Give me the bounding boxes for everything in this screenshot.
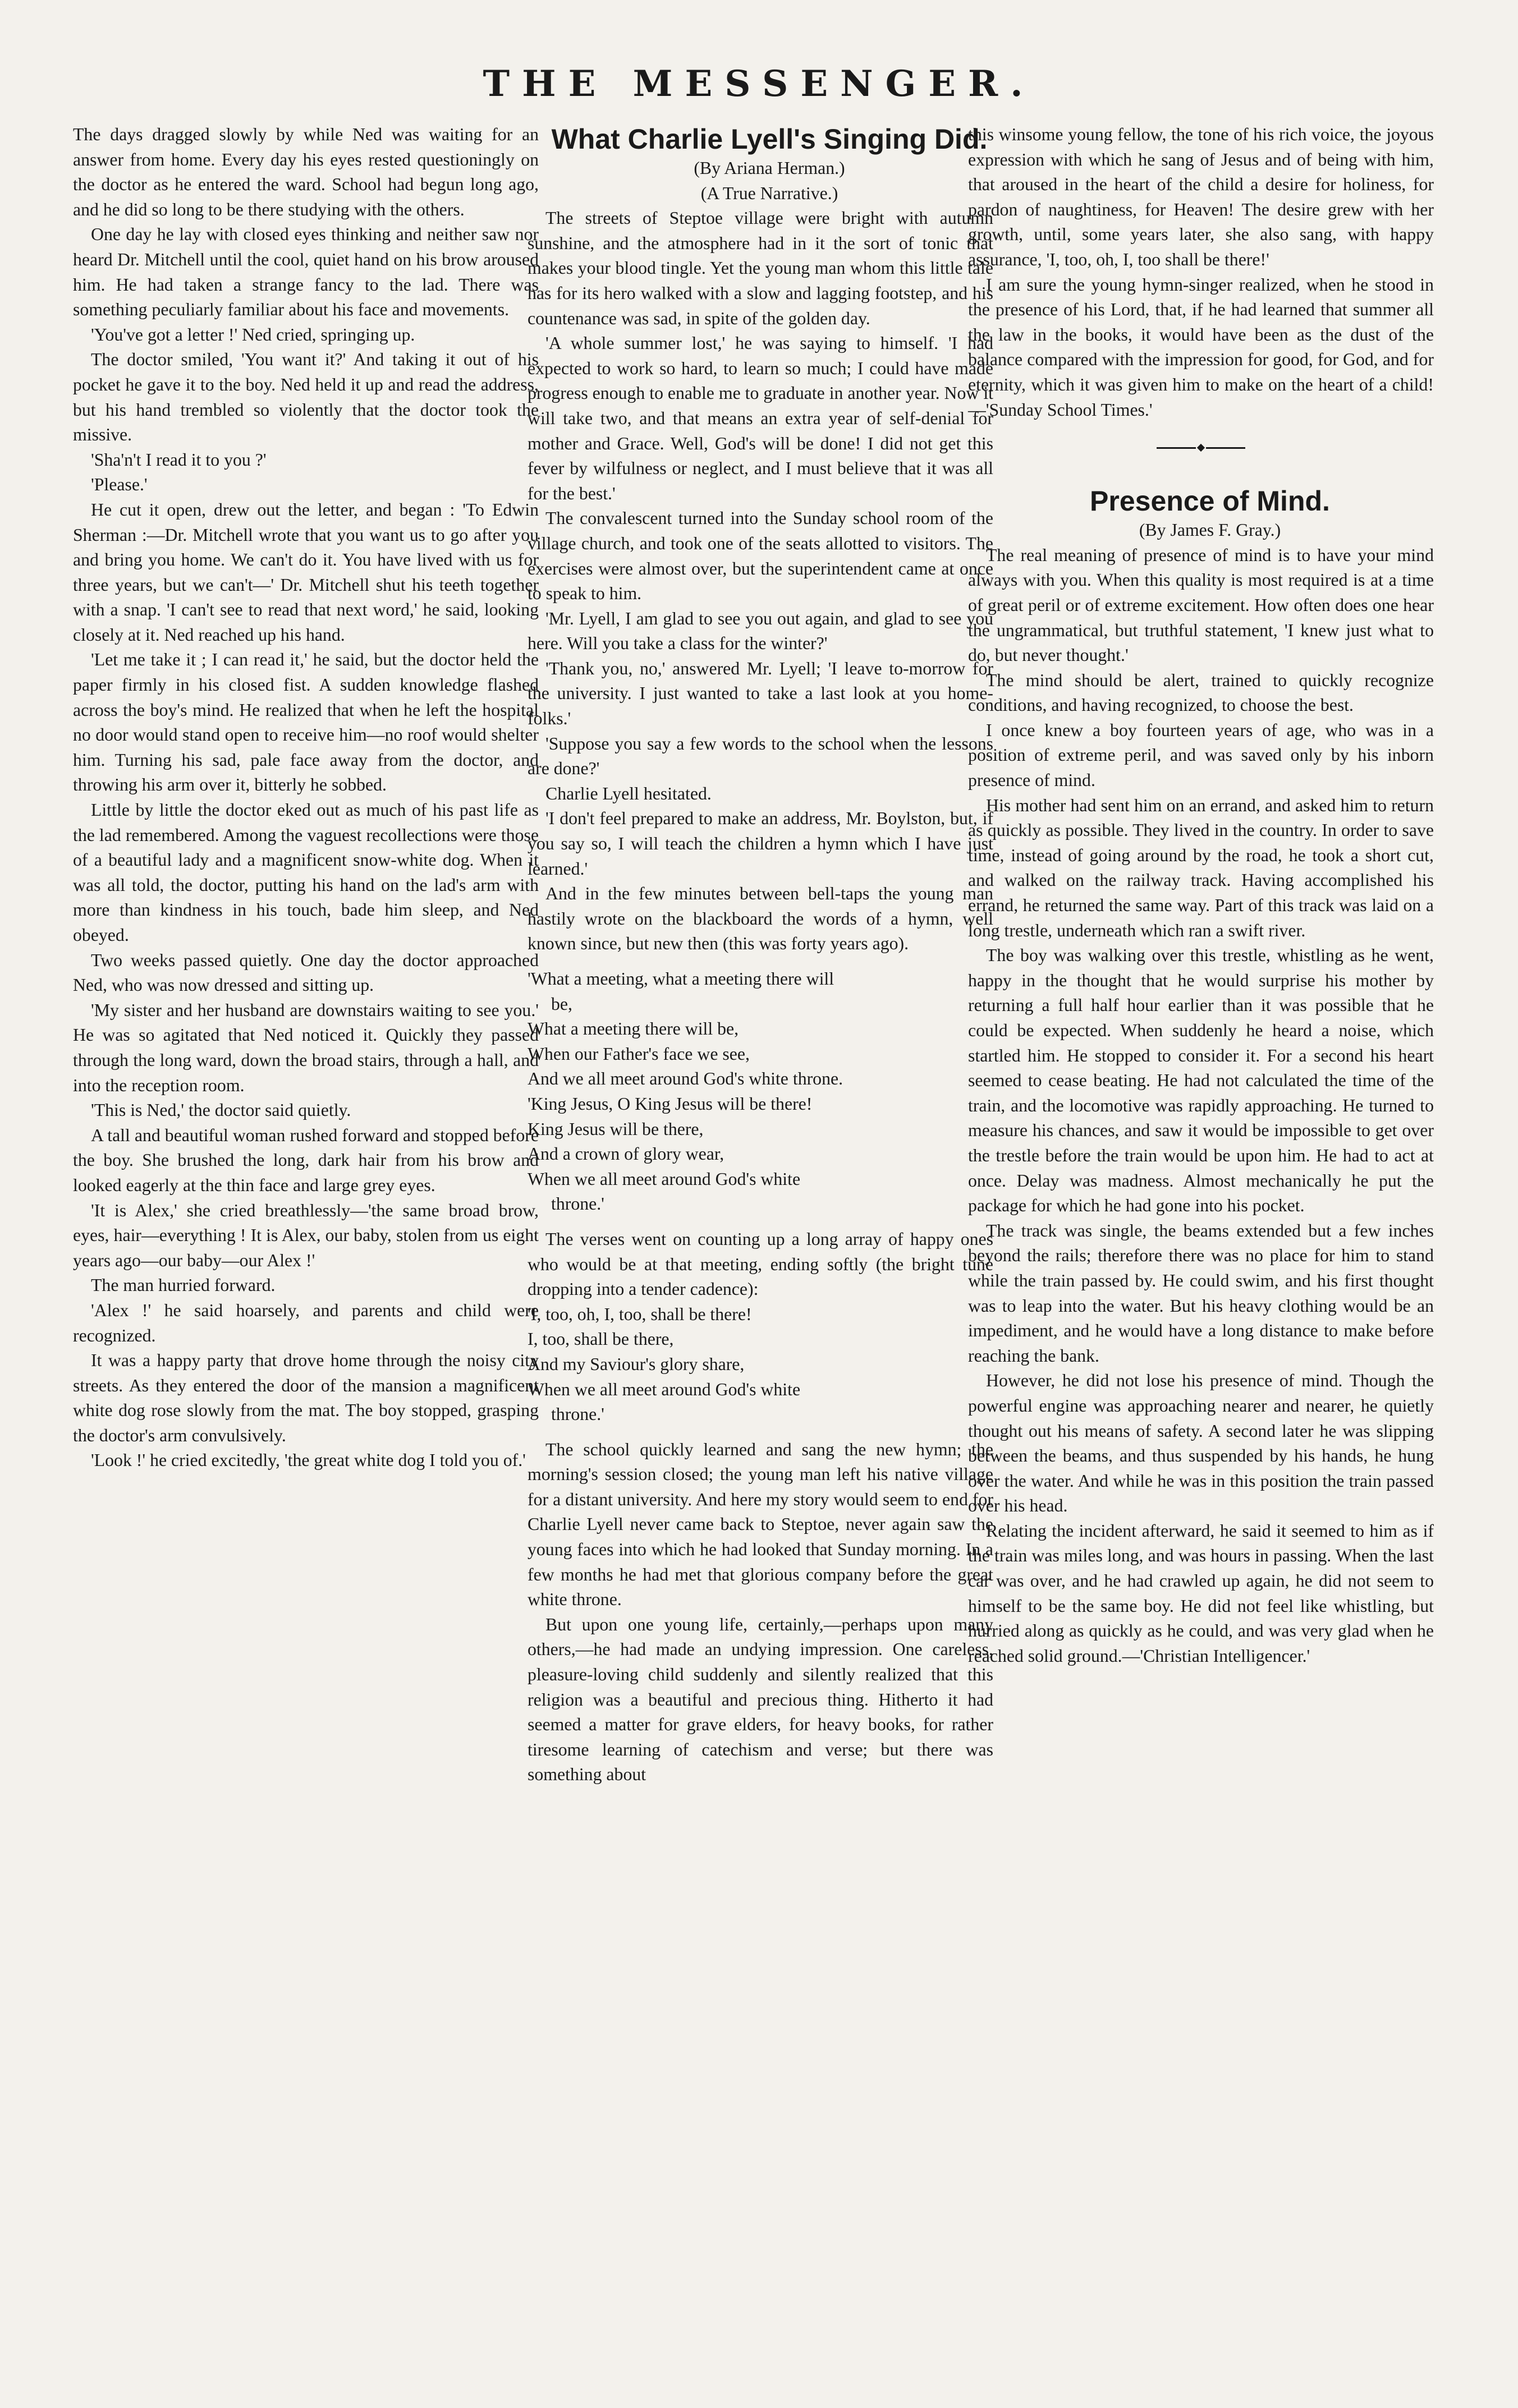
paragraph: Relating the incident afterward, he said it seemed to him as if the train was miles long, and was hours in passing. When the last car was over, and he had crawled up again, he did not seem to himself to be the same boy. He did not feel like whistling, but hurried along as quickly as he could, and was very glad when he reached solid ground.—'Christian Intelligencer.' (968, 1520, 1434, 1666)
column-1 (73, 122, 539, 1473)
verse-line: I, too, shall be there, (528, 1329, 674, 1349)
verse-line: 'What a meeting, what a meeting there will (528, 969, 834, 989)
article-byline: (By Ariana Herman.) (694, 158, 845, 178)
paragraph: The man hurried forward. (91, 1275, 276, 1295)
article-subtitle: (A True Narrative.) (700, 183, 838, 203)
paragraph: The verses went on counting up a long array of happy ones who would be at that meeting, ending softly (the bright tune dropping into a tender cadence): (528, 1229, 993, 1299)
verse-line: And a crown of glory wear, (528, 1144, 724, 1164)
paragraph: 'You've got a letter !' Ned cried, springing up. (91, 324, 415, 344)
paragraph: The mind should be alert, trained to quickly recognize conditions, and having recognized, to choose the best. (968, 670, 1434, 715)
verse-line: throne.' (551, 1194, 604, 1214)
paragraph: Little by little the doctor eked out as much of his past life as the lad remembered. Among the vaguest recollections were those of a beautiful lady and a magnificent snow-white dog. When it was all told, the doctor, putting his hand on the lad's arm with more than kindness in his touch, bade him sleep, and Ned obeyed. (73, 800, 539, 945)
paragraph: The streets of Steptoe village were bright with autumn sunshine, and the atmosphere had in it the sort of tonic that makes your blood tingle. Yet the young man whom this little tale has for its hero walked with a slow and lagging footstep, and his countenance was sad, in spite of the golden day. (528, 208, 993, 328)
paragraph: Two weeks passed quietly. One day the doctor approached Ned, who was now dressed and sitting up. (73, 950, 539, 995)
paragraph: I once knew a boy fourteen years of age, who was in a position of extreme peril, and was saved only by his inborn presence of mind. (968, 720, 1434, 791)
paragraph: 'Alex !' he said hoarsely, and parents and child were recognized. (73, 1300, 539, 1345)
verse-line: throne.' (551, 1404, 604, 1424)
paragraph: 'Please.' (91, 475, 148, 495)
paragraph: 'Sha'n't I read it to you ?' (91, 449, 267, 470)
verse-line: What a meeting there will be, (528, 1019, 739, 1039)
paragraph: The track was single, the beams extended but a few inches beyond the rails; therefore there was no place for him to stand while the train passed by. He could swim, and his first thought was to leap into the water. But his heavy clothing would be an impediment, and he would have a long distance to make before reaching the bank. (968, 1220, 1434, 1366)
paragraph: 'Thank you, no,' answered Mr. Lyell; 'I leave to-morrow for the university. I just wanted to take a last look at you home-folks.' (528, 658, 993, 729)
paragraph: But upon one young life, certainly,—perhaps upon many others,—he had made an undying impression. One careless, pleasure-loving child suddenly and silently realized that this religion was a beautiful and precious thing. Hitherto it had seemed a matter for grave elders, for heavy books, for rather tiresome learning of catechism and verse; but there was something about (528, 1614, 993, 1785)
paragraph: The doctor smiled, 'You want it?' And taking it out of his pocket he gave it to the boy. Ned held it up and read the address, but his hand trembled so violently that the doctor took the missive. (73, 350, 539, 445)
verse-line: And we all meet around God's white throne. (528, 1069, 843, 1089)
verse-line: When we all meet around God's white (528, 1379, 801, 1399)
paragraph: 'My sister and her husband are downstairs waiting to see you.' He was so agitated that Ned noticed it. Quickly they passed through the long ward, down the broad stairs, through a hall, and into the reception room. (73, 1000, 539, 1095)
paragraph: A tall and beautiful woman rushed forward and stopped before the boy. She brushed the long, dark hair from his brow and looked eagerly at the thin face and large grey eyes. (73, 1125, 539, 1195)
paragraph: The convalescent turned into the Sunday school room of the village church, and took one of the seats allotted to visitors. The exercises were almost over, but the superintendent came at once to speak to him. (528, 508, 993, 604)
paragraph: 'Mr. Lyell, I am glad to see you out again, and glad to see you here. Will you take a class for the winter?' (528, 608, 993, 654)
paragraph: However, he did not lose his presence of mind. Though the powerful engine was approaching nearer and nearer, he quietly thought out his means of safety. A second later he was slipping between the beams, and thus suspended by his hands, he hung over the water. And while he was in this position the train passed over his head. (968, 1371, 1434, 1516)
paragraph: 'It is Alex,' she cried breathlessly—'the same broad brow, eyes, hair—everything ! It is Alex, our baby, stolen from us eight years ago—our baby—our Alex !' (73, 1200, 539, 1270)
verse-line: King Jesus will be there, (528, 1119, 704, 1139)
article-headline: What Charlie Lyell's Singing Did. (551, 123, 988, 155)
paragraph: And in the few minutes between bell-taps the young man hastily wrote on the blackboard the words of a hymn, well known since, but new then (this was forty years ago). (528, 884, 993, 954)
paragraph: He cut it open, drew out the letter, and began : 'To Edwin Sherman :—Dr. Mitchell wrote that you want us to go after you and bring you home. We can't do it. You have lived with us for three years, but we can't—' Dr. Mitchell shut his teeth together with a snap. 'I can't see to read that next word,' he said, looking closely at it. Ned reached up his hand. (73, 499, 539, 645)
column-3 (968, 122, 1434, 1669)
paragraph: 'This is Ned,' the doctor said quietly. (91, 1100, 351, 1120)
paragraph: The days dragged slowly by while Ned was waiting for an answer from home. Every day his eyes rested questioningly on the doctor as he entered the ward. School had begun long ago, and he did so long to be there studying with the others. (73, 125, 539, 219)
verse-line: And my Saviour's glory share, (528, 1354, 745, 1374)
paragraph: The boy was walking over this trestle, whistling as he went, happy in the thought that he would surprise his mother by returning a full half hour earlier than it was possible that he could be expected. When suddenly he heard a noise, which startled him. He stopped to consider it. For a second his heart seemed to cease beating. He had not calculated the time of the train, and the locomotive was rapidly approaching. He turned to measure his chances, and saw it would be impossible to get over the trestle before the train would be upon him. He had to act at once. Delay was madness. Almost mechanically he put the package for which he had gone into his pocket. (968, 945, 1434, 1216)
article-headline: Presence of Mind. (1090, 485, 1330, 517)
paragraph: 'Suppose you say a few words to the school when the lessons are done?' (528, 733, 993, 779)
verse-line: be, (551, 994, 572, 1014)
article-byline: (By James F. Gray.) (1139, 520, 1281, 540)
paragraph: His mother had sent him on an errand, and asked him to return as quickly as possible. They lived in the country. In order to save time, instead of going around by the road, he took a short cut, and walked on the railway track. Having accomplished his errand, he returned the same way. Part of this track was laid on a long trestle, underneath which ran a swift river. (968, 795, 1434, 940)
paragraph: 'A whole summer lost,' he was saying to himself. 'I had expected to work so hard, to learn so much; I could have made progress enough to enable me to graduate in another year. Now it will take two, and that means an extra year of self-denial for mother and Grace. Well, God's will be done! I did not get this fever by wilfulness or neglect, and I must believe that it was all for the best.' (528, 333, 993, 503)
verse-line: 'I, too, oh, I, too, shall be there! (528, 1304, 752, 1324)
hymn-verse (528, 967, 993, 1217)
section-divider (968, 445, 1434, 451)
paragraph: One day he lay with closed eyes thinking and neither saw nor heard Dr. Mitchell until the cool, quiet hand on his brow aroused him. He had taken a strange fancy to the lad. There was something peculiarly familiar about his face and movements. (73, 224, 539, 320)
hymn-verse (528, 1302, 993, 1427)
paragraph: The school quickly learned and sang the new hymn; the morning's session closed; the young man left his native village for a distant university. And here my story would seem to end for Charlie Lyell never came back to Steptoe, never again saw the young faces into which he had looked that Sunday morning. In a few months he had met that glorious company before the great white throne. (528, 1439, 993, 1610)
paragraph: I am sure the young hymn-singer realized, when he stood in the presence of his Lord, that, if he had learned that summer all the law in the books, it would have been as the dust of the balance compared with the impression for good, for God, and for eternity, which it was given him to make on the heart of a child!—'Sunday School Times.' (968, 274, 1434, 420)
paragraph: this winsome young fellow, the tone of his rich voice, the joyous expression with which he sang of Jesus and of being with him, that aroused in the heart of the child a desire for holiness, for pardon of naughtiness, for Heaven! The desire grew with her growth, until, some years later, she also sang, with happy assurance, 'I, too, oh, I, too shall be there!' (968, 125, 1434, 269)
paragraph: The real meaning of presence of mind is to have your mind always with you. When this quality is most required is at a time of great peril or of extreme excitement. How often does one hear the ungrammatical, but truthful statement, 'I knew just what to do, but never thought.' (968, 545, 1434, 665)
column-2 (528, 122, 993, 1787)
paragraph: Charlie Lyell hesitated. (545, 783, 712, 803)
paragraph: 'Let me take it ; I can read it,' he said, but the doctor held the paper firmly in his closed fist. A sudden knowledge flashed across the boy's mind. He realized that when he left the hospital no door would stand open to receive him—no roof would shelter him. Turning his sad, pale face away from the doctor, and throwing his arm over it, bitterly he sobbed. (73, 650, 539, 795)
masthead: THE MESSENGER. (483, 63, 1035, 105)
verse-line: When our Father's face we see, (528, 1044, 750, 1064)
paragraph: 'Look !' he cried excitedly, 'the great white dog I told you of.' (91, 1450, 526, 1470)
paragraph: It was a happy party that drove home through the noisy city streets. As they entered the door of the mansion a magnificent white dog rose slowly from the mat. The boy stopped, grasping the doctor's arm convulsively. (73, 1350, 539, 1445)
verse-line: 'King Jesus, O King Jesus will be there! (528, 1093, 813, 1114)
paragraph: 'I don't feel prepared to make an address, Mr. Boylston, but, if you say so, I will teach the children a hymn which I have just learned.' (528, 808, 993, 879)
verse-line: When we all meet around God's white (528, 1169, 801, 1189)
